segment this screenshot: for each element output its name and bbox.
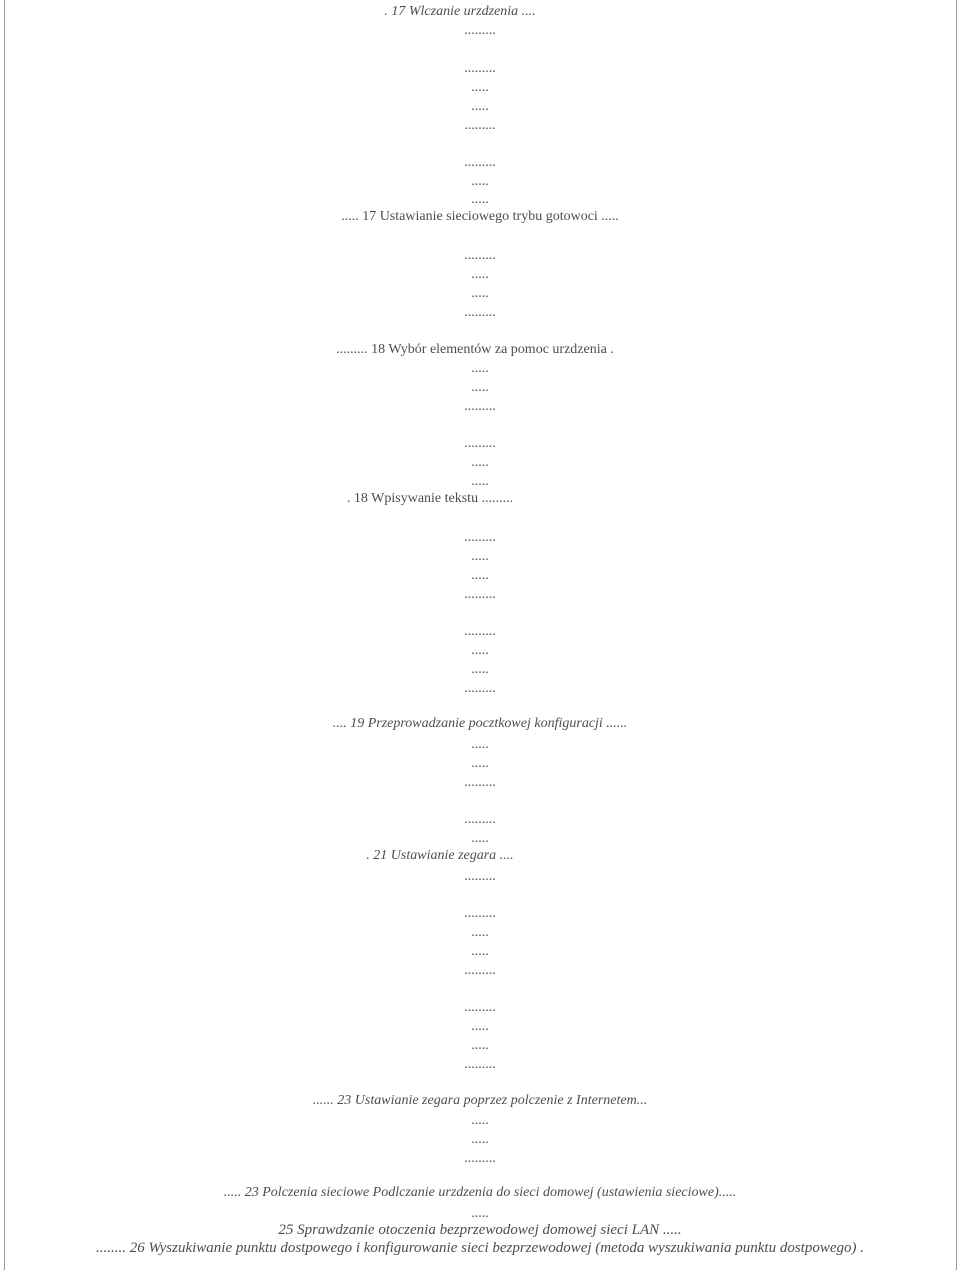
leader-dots: ..... bbox=[471, 192, 489, 207]
leader-dots: ..... bbox=[471, 455, 489, 470]
leader-dots: ......... bbox=[464, 23, 496, 38]
toc-entry-text: . 21 Ustawianie zegara .... bbox=[366, 848, 514, 863]
leader-dots: ..... bbox=[471, 474, 489, 489]
leader-dots: ..... bbox=[471, 1038, 489, 1053]
leader-dots: ......... bbox=[464, 587, 496, 602]
leader-dots: ..... bbox=[471, 756, 489, 771]
leader-dots: ..... bbox=[471, 925, 489, 940]
leader-dots: ..... bbox=[471, 380, 489, 395]
leader-dots: ..... bbox=[471, 286, 489, 301]
toc-entry-text: ..... 23 Polczenia sieciowe Podlczanie urzdzenia do sieci domowej (ustawienia sieciowe)..... bbox=[223, 1185, 737, 1200]
leader-dots: ..... bbox=[471, 549, 489, 564]
toc-entry-text: ........ 26 Wyszukiwanie punktu dostpowego i konfigurowanie sieci bezprzewodowej (metoda wyszukiwania punktu dostpowego) . bbox=[96, 1240, 864, 1256]
leader-dots: ..... bbox=[471, 568, 489, 583]
toc-entry-text: . 17 Wlczanie urzdzenia .... bbox=[384, 4, 536, 19]
leader-dots: ......... bbox=[464, 530, 496, 545]
leader-dots: ......... bbox=[464, 681, 496, 696]
leader-dots: ......... bbox=[464, 248, 496, 263]
leader-dots: ......... bbox=[464, 399, 496, 414]
leader-dots: ......... bbox=[464, 775, 496, 790]
leader-dots: ..... bbox=[471, 643, 489, 658]
leader-dots: ......... bbox=[464, 1057, 496, 1072]
leader-dots: ......... bbox=[464, 155, 496, 170]
leader-dots: ......... bbox=[464, 305, 496, 320]
toc-entry-text: . 18 Wpisywanie tekstu ......... bbox=[346, 491, 514, 506]
leader-dots: ......... bbox=[464, 906, 496, 921]
leader-dots: ..... bbox=[471, 1206, 489, 1221]
toc-entry-text: ..... 17 Ustawianie sieciowego trybu gotowoci ..... bbox=[341, 209, 619, 224]
leader-dots: ..... bbox=[471, 662, 489, 677]
leader-dots: ..... bbox=[471, 1113, 489, 1128]
leader-dots: ..... bbox=[471, 944, 489, 959]
leader-dots: ..... bbox=[471, 737, 489, 752]
leader-dots: ......... bbox=[464, 963, 496, 978]
leader-dots: ..... bbox=[471, 80, 489, 95]
leader-dots: ......... bbox=[464, 1000, 496, 1015]
leader-dots: ......... bbox=[464, 869, 496, 884]
leader-dots: ......... bbox=[464, 812, 496, 827]
leader-dots: ..... bbox=[471, 1132, 489, 1147]
leader-dots: ......... bbox=[464, 624, 496, 639]
leader-dots: ..... bbox=[471, 174, 489, 189]
leader-dots: ......... bbox=[464, 1151, 496, 1166]
leader-dots: ......... bbox=[464, 436, 496, 451]
leader-dots: ..... bbox=[471, 267, 489, 282]
leader-dots: ..... bbox=[471, 361, 489, 376]
toc-entry-text: ...... 23 Ustawianie zegara poprzez polczenie z Internetem... bbox=[312, 1093, 648, 1108]
leader-dots: ..... bbox=[471, 831, 489, 846]
toc-entry-text: .... 19 Przeprowadzanie pocztkowej konfiguracji ...... bbox=[332, 716, 628, 731]
leader-dots: ......... bbox=[464, 61, 496, 76]
leader-dots: ......... bbox=[464, 118, 496, 133]
toc-entry-text: ......... 18 Wybór elementów za pomoc urzdzenia . bbox=[336, 342, 614, 357]
leader-dots: ..... bbox=[471, 1019, 489, 1034]
toc-entry-text: 25 Sprawdzanie otoczenia bezprzewodowej domowej sieci LAN ..... bbox=[278, 1222, 682, 1238]
leader-dots: ..... bbox=[471, 99, 489, 114]
